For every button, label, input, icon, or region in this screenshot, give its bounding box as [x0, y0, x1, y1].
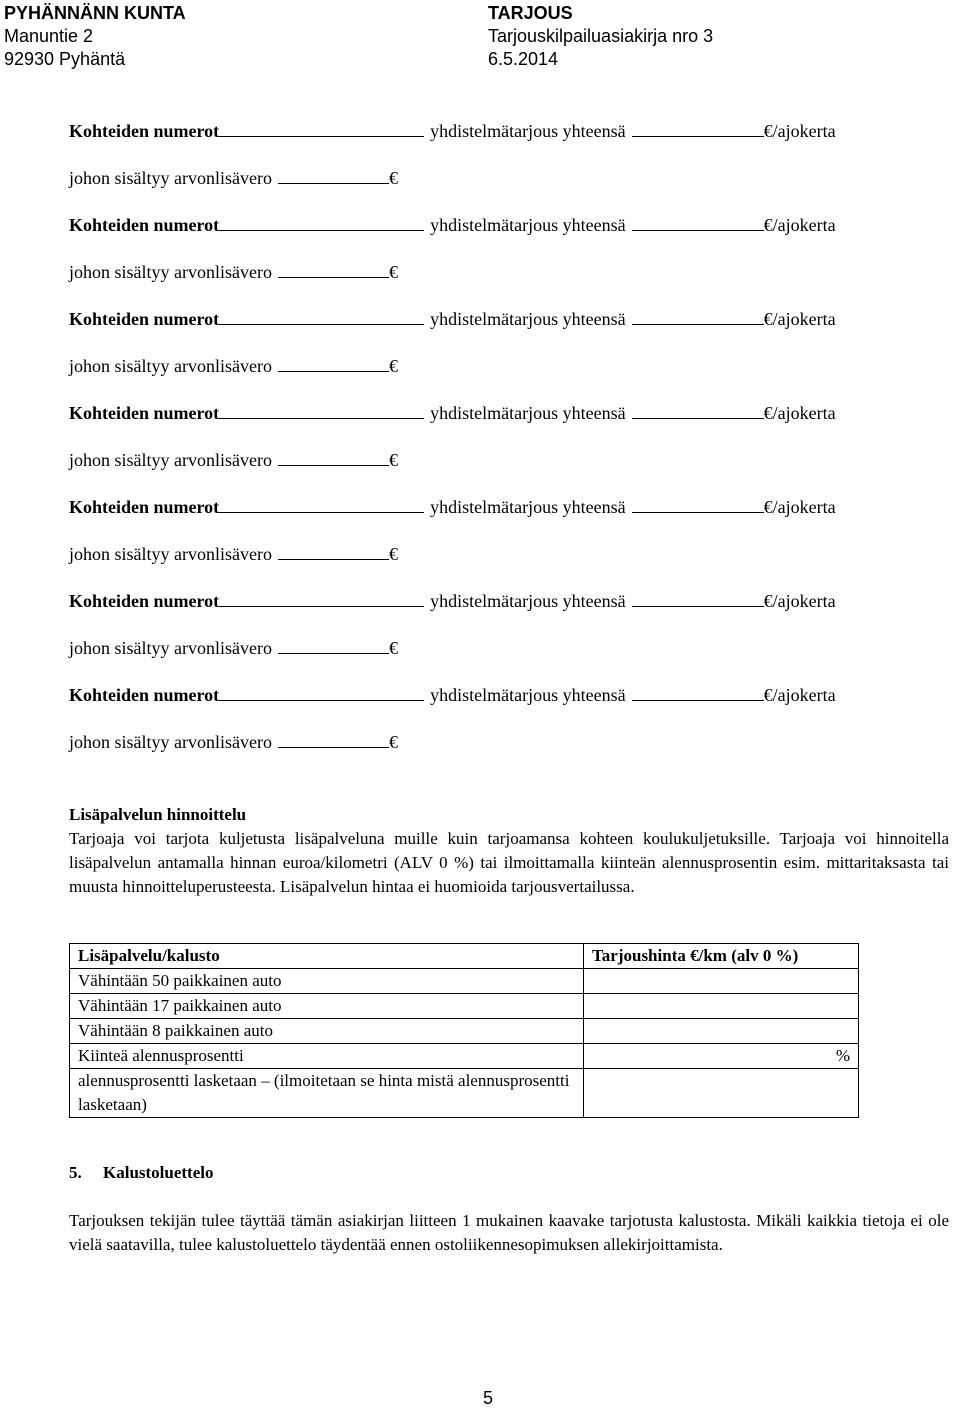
- sender-block: [4, 2, 186, 71]
- extra-service-section: [69, 803, 949, 899]
- table-header-row: [70, 944, 859, 969]
- fleet-list-paragraph: Tarjouksen tekijän tulee täyttää tämän asiakirjan liitteen 1 mukainen kaavake tarjotusta kalustosta. Mikäli kaikkia tietoja ei ole vielä saatavilla, tulee kalustoluettelo täydentää ennen ostoliikennesopimuksen allekirjoittamista.: [69, 1211, 949, 1254]
- target-numbers-label: Kohteiden numerot: [69, 591, 220, 611]
- extra-service-paragraph: Tarjoaja voi tarjota kuljetusta lisäpalveluna muille kuin tarjoamansa kohteen koulukuljetuksille. Tarjoaja voi hinnoitella lisäpalvelun antamalla hinnan euroa/kilometri (ALV 0 %) tai ilmoittamalla kiinteän alennusprosentin esim. mittaritaksasta tai muusta hinnoitteluperusteesta. Lisäpalvelun hintaa ei huomioida tarjousvertailussa.: [69, 829, 949, 896]
- vat-field[interactable]: [278, 543, 389, 560]
- target-numbers-label: Kohteiden numerot: [69, 497, 220, 517]
- combined-total-label: yhdistelmätarjous yhteensä: [430, 591, 626, 611]
- vat-field[interactable]: [278, 355, 389, 372]
- vat-label: johon sisältyy arvonlisävero: [69, 544, 272, 564]
- vat-row: [69, 448, 949, 495]
- unit-label: €/ajokerta: [763, 685, 836, 705]
- euro-unit: €: [388, 544, 398, 564]
- price-cell[interactable]: %: [584, 1044, 859, 1069]
- document-type: TARJOUS: [488, 3, 573, 23]
- offer-total-row: [69, 683, 949, 730]
- offer-group: [69, 307, 949, 401]
- street-address: Manuntie 2: [4, 26, 94, 46]
- vat-row: [69, 260, 949, 307]
- combined-total-field[interactable]: [632, 308, 764, 325]
- target-numbers-field[interactable]: [219, 214, 424, 231]
- euro-unit: €: [388, 638, 398, 658]
- row-label: Vähintään 8 paikkainen auto: [70, 1019, 584, 1044]
- table-row: [70, 969, 859, 994]
- vat-field[interactable]: [278, 449, 389, 466]
- target-numbers-field[interactable]: [219, 402, 424, 419]
- document-name: Tarjouskilpailuasiakirja nro 3: [488, 26, 714, 46]
- offer-group: [69, 401, 949, 495]
- section-number: 5.: [69, 1163, 82, 1182]
- euro-unit: €: [388, 450, 398, 470]
- price-cell[interactable]: [584, 1069, 859, 1118]
- column-header-service: Lisäpalvelu/kalusto: [70, 944, 584, 969]
- target-numbers-label: Kohteiden numerot: [69, 215, 220, 235]
- offer-total-row: [69, 589, 949, 636]
- target-numbers-label: Kohteiden numerot: [69, 403, 220, 423]
- table-row: [70, 1069, 859, 1118]
- combined-total-field[interactable]: [632, 496, 764, 513]
- vat-label: johon sisältyy arvonlisävero: [69, 638, 272, 658]
- vat-field[interactable]: [278, 261, 389, 278]
- section-title: Kalustoluettelo: [103, 1163, 214, 1182]
- unit-label: €/ajokerta: [763, 215, 836, 235]
- section-heading: [69, 1161, 949, 1185]
- offer-form: [69, 119, 949, 777]
- vat-field[interactable]: [278, 637, 389, 654]
- target-numbers-field[interactable]: [219, 496, 424, 513]
- vat-row: [69, 636, 949, 683]
- target-numbers-field[interactable]: [219, 684, 424, 701]
- postal-address: 92930 Pyhäntä: [4, 49, 126, 69]
- combined-total-field[interactable]: [632, 402, 764, 419]
- offer-total-row: [69, 401, 949, 448]
- vat-row: [69, 730, 949, 777]
- price-cell[interactable]: [584, 1019, 859, 1044]
- target-numbers-label: Kohteiden numerot: [69, 121, 220, 141]
- combined-total-label: yhdistelmätarjous yhteensä: [430, 121, 626, 141]
- offer-group: [69, 683, 949, 777]
- vat-row: [69, 354, 949, 401]
- row-label: alennusprosentti lasketaan – (ilmoitetaan se hinta mistä alennusprosentti lasketaan): [70, 1069, 584, 1118]
- unit-label: €/ajokerta: [763, 121, 836, 141]
- euro-unit: €: [388, 262, 398, 282]
- vat-label: johon sisältyy arvonlisävero: [69, 356, 272, 376]
- combined-total-label: yhdistelmätarjous yhteensä: [430, 497, 626, 517]
- offer-total-row: [69, 119, 949, 166]
- euro-unit: €: [388, 732, 398, 752]
- fleet-list-section: [69, 1161, 949, 1257]
- target-numbers-field[interactable]: [219, 120, 424, 137]
- vat-label: johon sisältyy arvonlisävero: [69, 732, 272, 752]
- document-date: 6.5.2014: [488, 49, 559, 69]
- combined-total-label: yhdistelmätarjous yhteensä: [430, 403, 626, 423]
- vat-row: [69, 166, 949, 213]
- extra-service-price-table: [69, 943, 859, 1118]
- offer-group: [69, 589, 949, 683]
- target-numbers-label: Kohteiden numerot: [69, 309, 220, 329]
- document-info-block: [488, 2, 713, 71]
- euro-unit: €: [388, 356, 398, 376]
- combined-total-field[interactable]: [632, 120, 764, 137]
- table-row: [70, 994, 859, 1019]
- target-numbers-field[interactable]: [219, 590, 424, 607]
- row-label: Kiinteä alennusprosentti: [70, 1044, 584, 1069]
- column-header-price: Tarjoushinta €/km (alv 0 %): [584, 944, 859, 969]
- vat-label: johon sisältyy arvonlisävero: [69, 168, 272, 188]
- unit-label: €/ajokerta: [763, 403, 836, 423]
- table-row: [70, 1044, 859, 1069]
- combined-total-label: yhdistelmätarjous yhteensä: [430, 685, 626, 705]
- vat-label: johon sisältyy arvonlisävero: [69, 262, 272, 282]
- offer-total-row: [69, 495, 949, 542]
- combined-total-label: yhdistelmätarjous yhteensä: [430, 215, 626, 235]
- combined-total-label: yhdistelmätarjous yhteensä: [430, 309, 626, 329]
- price-cell[interactable]: [584, 994, 859, 1019]
- offer-group: [69, 495, 949, 589]
- price-cell[interactable]: [584, 969, 859, 994]
- unit-label: €/ajokerta: [763, 309, 836, 329]
- combined-total-field[interactable]: [632, 684, 764, 701]
- table-row: [70, 1019, 859, 1044]
- offer-total-row: [69, 307, 949, 354]
- offer-group: [69, 119, 949, 213]
- row-label: Vähintään 17 paikkainen auto: [70, 994, 584, 1019]
- vat-row: [69, 542, 949, 589]
- vat-field[interactable]: [278, 731, 389, 748]
- target-numbers-field[interactable]: [219, 308, 424, 325]
- target-numbers-label: Kohteiden numerot: [69, 685, 220, 705]
- vat-field[interactable]: [278, 167, 389, 184]
- organization-name: PYHÄNNÄNN KUNTA: [4, 3, 186, 23]
- offer-total-row: [69, 213, 949, 260]
- vat-label: johon sisältyy arvonlisävero: [69, 450, 272, 470]
- offer-group: [69, 213, 949, 307]
- combined-total-field[interactable]: [632, 214, 764, 231]
- unit-label: €/ajokerta: [763, 497, 836, 517]
- combined-total-field[interactable]: [632, 590, 764, 607]
- row-label: Vähintään 50 paikkainen auto: [70, 969, 584, 994]
- extra-service-title: Lisäpalvelun hinnoittelu: [69, 805, 247, 824]
- euro-unit: €: [388, 168, 398, 188]
- unit-label: €/ajokerta: [763, 591, 836, 611]
- page-number: 5: [482, 1388, 493, 1408]
